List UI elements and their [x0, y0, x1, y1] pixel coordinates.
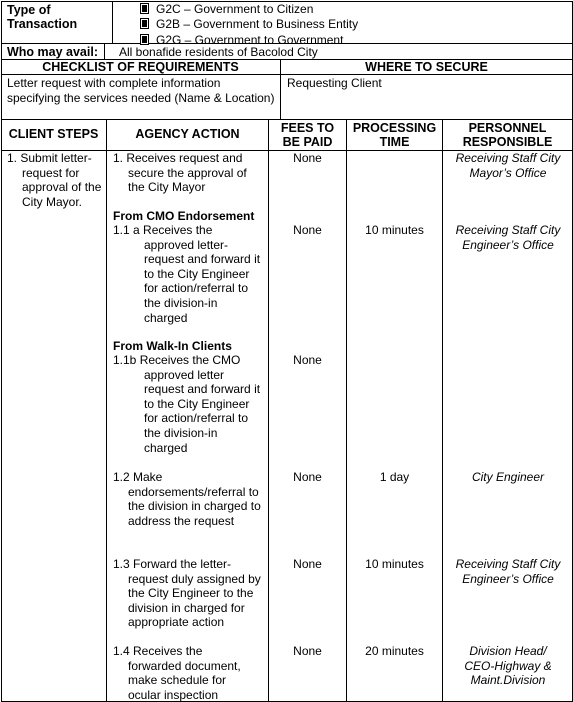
fee-1-2: None	[293, 470, 322, 484]
rule	[104, 43, 105, 59]
transaction-type-g2c	[140, 2, 570, 17]
personnel-1-1a: Receiving Staff City Engineer’s Office	[455, 223, 561, 252]
checkbox-icon	[140, 34, 149, 45]
agency-action-1-4: 1.4 Receives the forwarded document, make schedule for ocular inspection	[113, 644, 241, 702]
rule	[442, 119, 443, 702]
personnel-1-4: Division Head/ CEO-Highway & Maint.Division	[464, 644, 552, 688]
fee-1-4: None	[293, 644, 322, 658]
rule	[106, 119, 107, 702]
personnel-1-3: Receiving Staff City Engineer’s Office	[455, 557, 561, 586]
fees-header: FEES TO BE PAID	[280, 121, 335, 149]
fee-1: None	[293, 151, 322, 165]
requirement-source: Requesting Client	[287, 76, 382, 90]
agency-action-1: 1. Receives request and secure the approval of the City Mayor	[113, 151, 247, 195]
cmo-endorsement-heading: From CMO Endorsement	[113, 209, 255, 223]
processing-time-1-2: 1 day	[379, 470, 410, 484]
checkbox-icon	[140, 18, 149, 29]
fee-1-1a: None	[293, 223, 322, 237]
rule	[112, 1, 113, 44]
processing-time-1-4: 20 minutes	[365, 644, 424, 658]
transaction-type-label: G2B – Government to Business Entity	[156, 17, 359, 32]
rule	[1, 119, 573, 120]
client-step: 1. Submit letter-request for approval of the City Mayor.	[7, 151, 102, 209]
fee-1-1b: None	[293, 353, 322, 367]
where-to-secure-header: WHERE TO SECURE	[365, 60, 488, 74]
transaction-type-g2b	[140, 17, 570, 32]
rule	[1, 74, 573, 75]
who-may-avail-value: All bonafide residents of Bacolod City	[119, 45, 318, 59]
agency-action-header: AGENCY ACTION	[135, 127, 240, 141]
personnel-1-2: City Engineer	[471, 470, 545, 484]
rule	[268, 119, 269, 702]
fee-1-3: None	[293, 557, 322, 571]
rule	[1, 1, 2, 702]
rule	[346, 119, 347, 702]
requirement-item: Letter request with complete information specifying the services needed (Name & Location)	[7, 76, 275, 105]
transaction-type-label: G2C – Government to Citizen	[156, 2, 314, 16]
agency-action-1-2: 1.2 Make endorsements/referral to the division in charged to address the request	[113, 470, 261, 528]
processing-time-1-1a: 10 minutes	[365, 223, 424, 237]
agency-action-1-1b: 1.1b Receives the CMO approved letter request and forward it to the City Engineer for action/referral to the division-in charged	[113, 353, 261, 455]
agency-action-1-3: 1.3 Forward the letter-request duly assigned by the City Engineer to the division in charged for appropriate action	[113, 557, 261, 630]
walk-in-clients-heading: From Walk-In Clients	[113, 339, 232, 353]
transaction-type-list	[140, 2, 570, 48]
checklist-header: CHECKLIST OF REQUIREMENTS	[42, 60, 239, 74]
processing-time-header: PROCESSING TIME	[352, 121, 437, 149]
personnel-header: PERSONNEL RESPONSIBLE	[462, 121, 553, 149]
personnel-1: Receiving Staff City Mayor’s Office	[455, 151, 561, 180]
client-steps-header: CLIENT STEPS	[8, 127, 99, 141]
type-of-transaction-label: Type of Transaction	[7, 3, 78, 31]
transaction-type-label: G2G – Government to Government	[156, 32, 344, 47]
processing-time-1-3: 10 minutes	[365, 557, 424, 571]
agency-action-1-1a: 1.1 a Receives the approved letter-request and forward it to the City Engineer for action/referral to the division-in charged	[113, 223, 261, 325]
checkbox-icon	[140, 3, 149, 14]
who-may-avail-label: Who may avail:	[7, 45, 98, 59]
